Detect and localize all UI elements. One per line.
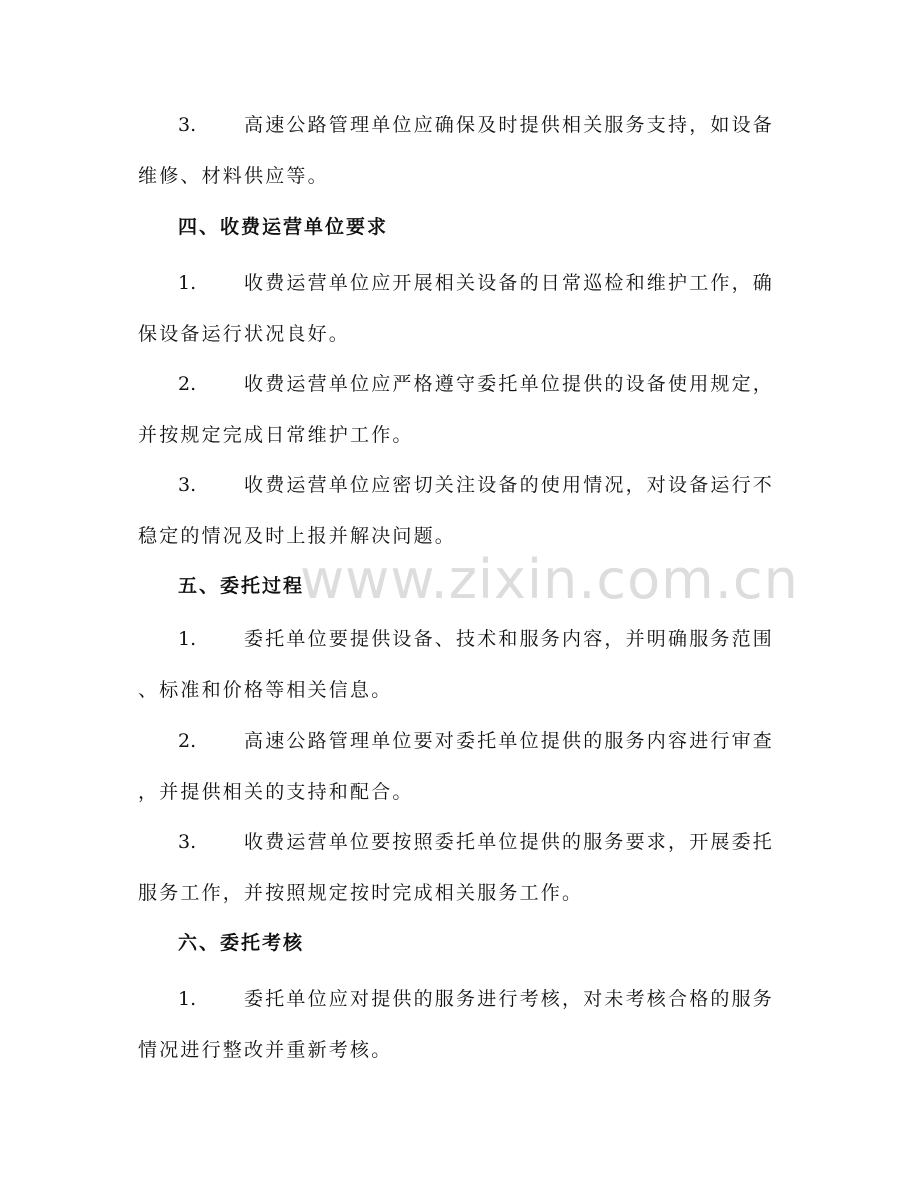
item-text-line: 维修、材料供应等。 bbox=[138, 165, 329, 187]
item-text-line: 、标准和价格等相关信息。 bbox=[138, 679, 393, 701]
section-heading: 六、委托考核 bbox=[178, 932, 305, 954]
list-item bbox=[138, 100, 778, 202]
list-item bbox=[138, 460, 778, 562]
item-text-line: 委托单位应对提供的服务进行考核，对未考核合格的服务 bbox=[244, 988, 775, 1010]
item-number: 2. bbox=[178, 373, 197, 395]
item-text-line: 稳定的情况及时上报并解决问题。 bbox=[138, 525, 457, 547]
item-text-line: 高速公路管理单位应确保及时提供相关服务支持，如设备 bbox=[244, 114, 775, 136]
item-text-line: 保设备运行状况良好。 bbox=[138, 323, 351, 345]
list-item bbox=[138, 359, 778, 461]
watermark: www.zixin.com.cn bbox=[300, 548, 799, 611]
item-text-line: 收费运营单位应开展相关设备的日常巡检和维护工作，确 bbox=[244, 272, 775, 294]
item-number: 3. bbox=[178, 831, 197, 853]
list-item bbox=[138, 716, 778, 818]
item-text-line: 收费运营单位要按照委托单位提供的服务要求，开展委托 bbox=[244, 831, 775, 853]
item-text-line: 并按规定完成日常维护工作。 bbox=[138, 424, 414, 446]
section-heading: 四、收费运营单位要求 bbox=[178, 216, 389, 238]
item-number: 1. bbox=[178, 272, 197, 294]
list-item bbox=[138, 974, 778, 1076]
item-text-line: 服务工作，并按照规定按时完成相关服务工作。 bbox=[138, 882, 584, 904]
item-number: 3. bbox=[178, 474, 197, 496]
item-number: 3. bbox=[178, 114, 197, 136]
list-item bbox=[138, 258, 778, 360]
section-heading: 五、委托过程 bbox=[178, 575, 305, 597]
item-text-line: 情况进行整改并重新考核。 bbox=[138, 1039, 393, 1061]
item-text-line: 委托单位要提供设备、技术和服务内容，并明确服务范围 bbox=[244, 628, 775, 650]
list-item bbox=[138, 614, 778, 716]
item-number: 2. bbox=[178, 730, 197, 752]
item-text-line: 收费运营单位应严格遵守委托单位提供的设备使用规定， bbox=[244, 373, 775, 395]
item-number: 1. bbox=[178, 628, 197, 650]
item-text-line: 收费运营单位应密切关注设备的使用情况，对设备运行不 bbox=[244, 474, 775, 496]
list-item bbox=[138, 817, 778, 919]
item-number: 1. bbox=[178, 988, 197, 1010]
item-text-line: ，并提供相关的支持和配合。 bbox=[138, 781, 414, 803]
item-text-line: 高速公路管理单位要对委托单位提供的服务内容进行审查 bbox=[244, 730, 775, 752]
